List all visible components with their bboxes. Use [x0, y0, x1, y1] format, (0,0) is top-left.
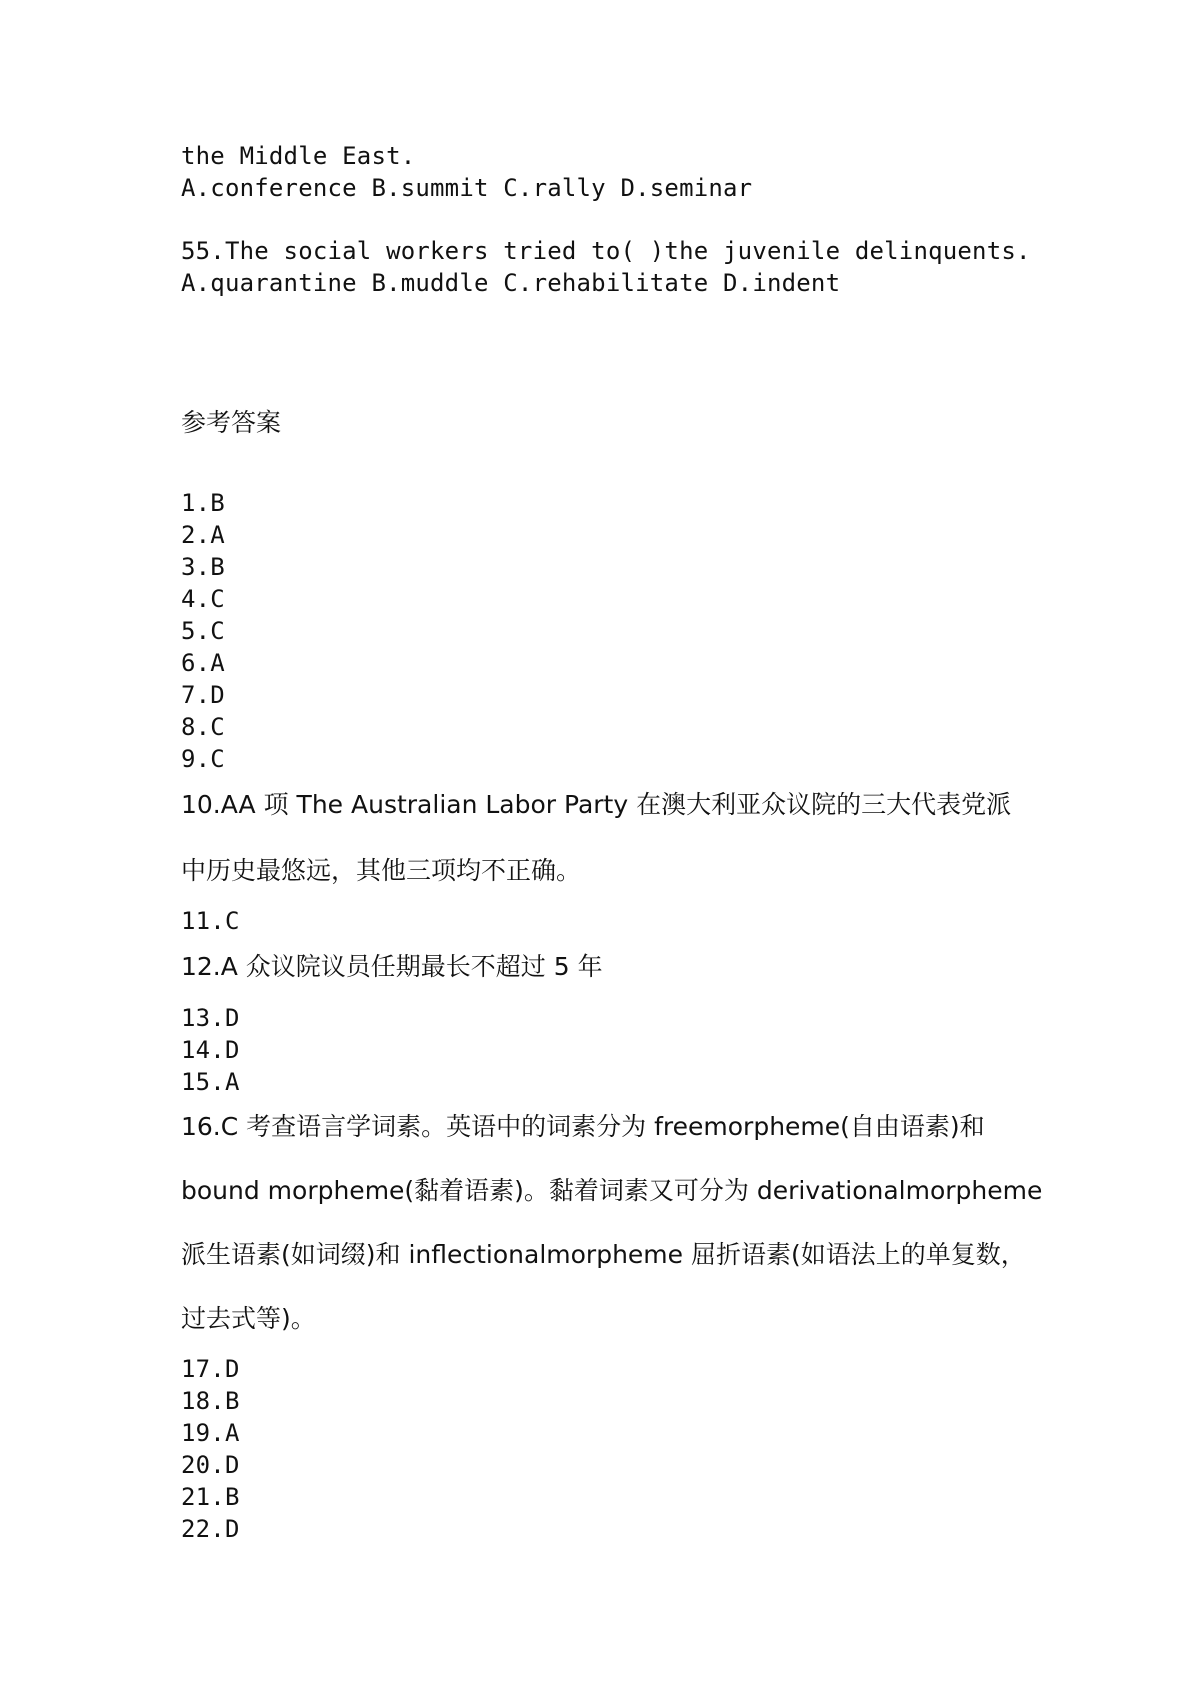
- answer-4: 4.C: [181, 585, 225, 613]
- answer-19: 19.A: [181, 1419, 240, 1447]
- answer-3: 3.B: [181, 553, 225, 581]
- answer-6: 6.A: [181, 649, 225, 677]
- answer-10-line-2: 中历史最悠远，其他三项均不正确。: [181, 856, 582, 885]
- question-55-stem: 55.The social workers tried to( )the juvenile delinquents.: [181, 237, 1031, 265]
- answer-21: 21.B: [181, 1483, 240, 1511]
- answer-15: 15.A: [181, 1068, 240, 1096]
- answer-22: 22.D: [181, 1515, 240, 1543]
- answer-20: 20.D: [181, 1451, 240, 1479]
- answer-1: 1.B: [181, 489, 225, 517]
- answer-16-line-2: bound morpheme(黏着语素)。黏着词素又可分为 derivationalmorpheme: [181, 1176, 1043, 1205]
- answer-16-line-1: 16.C 考查语言学词素。英语中的词素分为 freemorpheme(自由语素)和: [181, 1112, 985, 1141]
- answer-13: 13.D: [181, 1004, 240, 1032]
- answer-10-line-1: 10.AA 项 The Australian Labor Party 在澳大利亚众议院的三大代表党派: [181, 790, 1012, 819]
- answer-12: 12.A 众议院议员任期最长不超过 5 年: [181, 952, 603, 981]
- question-54-options: A.conference B.summit C.rally D.seminar: [181, 174, 753, 202]
- answer-16-line-3: 派生语素(如词缀)和 inflectionalmorpheme 屈折语素(如语法上的单复数，: [181, 1240, 1026, 1269]
- answer-2: 2.A: [181, 521, 225, 549]
- answer-18: 18.B: [181, 1387, 240, 1415]
- answers-heading: 参考答案: [181, 408, 282, 437]
- answer-16-line-4: 过去式等)。: [181, 1304, 316, 1333]
- question-54-tail: the Middle East.: [181, 142, 416, 170]
- answer-11: 11.C: [181, 907, 240, 935]
- answer-17: 17.D: [181, 1355, 240, 1383]
- question-55-options: A.quarantine B.muddle C.rehabilitate D.indent: [181, 269, 841, 297]
- answer-8: 8.C: [181, 713, 225, 741]
- answer-5: 5.C: [181, 617, 225, 645]
- answer-7: 7.D: [181, 681, 225, 709]
- answer-9: 9.C: [181, 745, 225, 773]
- answer-14: 14.D: [181, 1036, 240, 1064]
